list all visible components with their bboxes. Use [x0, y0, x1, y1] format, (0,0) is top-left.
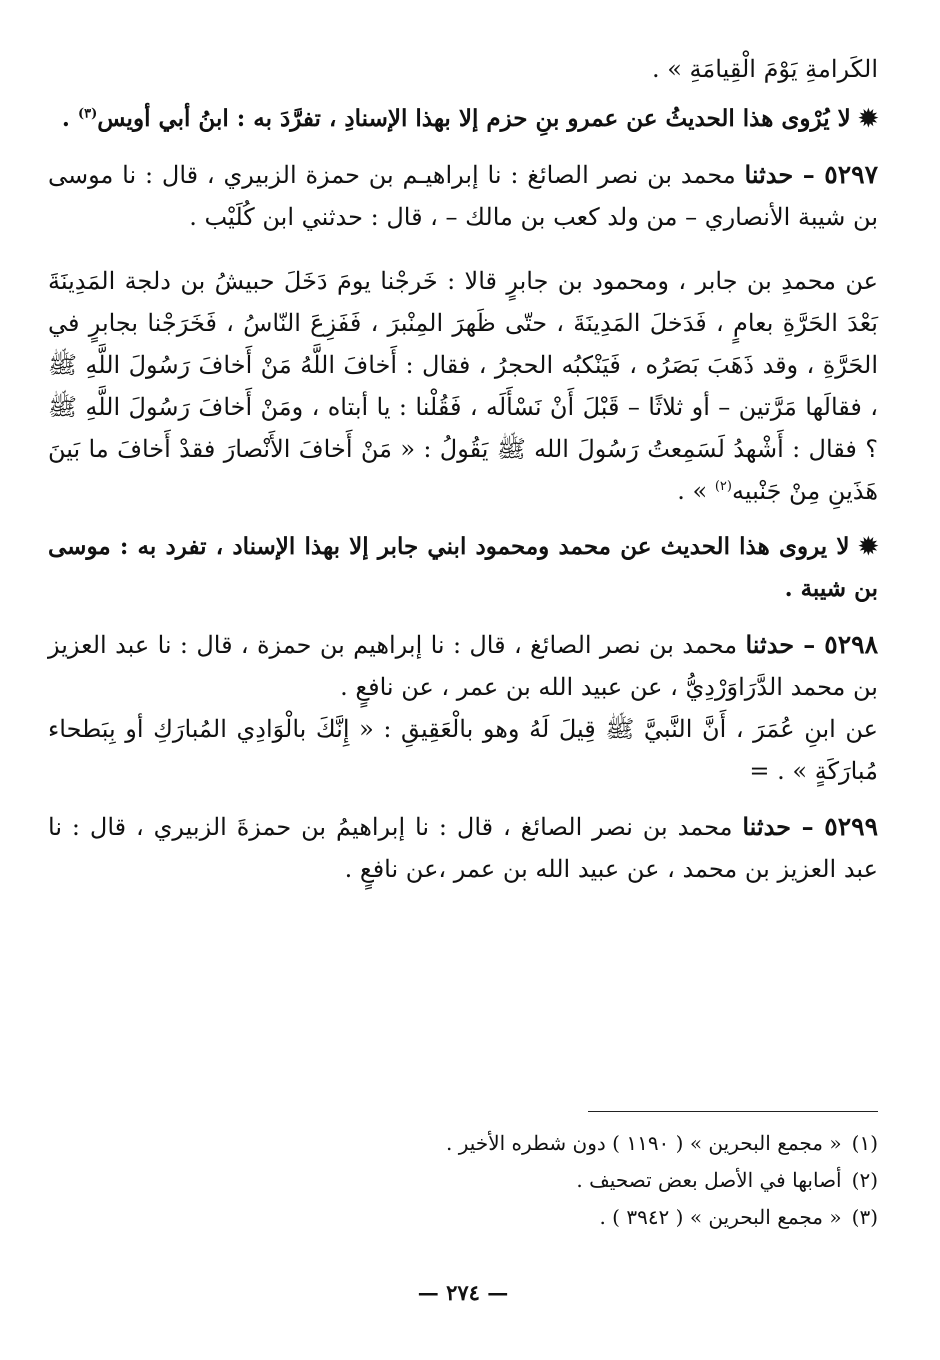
note1-text: ✹ لا يُرْوى هذا الحديثُ عن عمرو بنِ حزم إلا بهذا الإسنادِ ، تفرَّدَ به : ابنُ أبي أويس: [97, 105, 878, 132]
footnote-3-text: « مجمع البحرين » ( ٣٩٤٢ ) .: [599, 1205, 842, 1229]
hadith-5298-matn-text: عن ابنِ عُمَرَ ، أَنَّ النَّبيَّ ﷺ قِيلَ لَهُ وهو بالْعَقِيقِ : « إِنَّكَ بالْوَادِي المُبارَكِ أو بِبَطحاء مُبارَكَةٍ » . =: [48, 715, 878, 785]
page-body: [48, 48, 878, 1360]
continuation-line: [48, 48, 878, 90]
hadith-5297-matn-end: » .: [677, 477, 715, 505]
footnotes: [48, 1125, 878, 1236]
footnote-divider: [588, 1111, 878, 1112]
hadith-number-5298: ٥٢٩٨: [824, 630, 878, 659]
hadith-5298-matn: [48, 708, 878, 792]
hadith-5297-isnad: [48, 154, 878, 238]
footnote-2-text: أصابها في الأصل بعض تصحيف .: [576, 1168, 842, 1192]
hadith-5298-isnad: [48, 624, 878, 708]
note1-footnote-ref: (٣): [77, 106, 98, 122]
hadith-5297-isnad-text: محمد بن نصر الصائغ : نا إبراهيـم بن حمزة الزبيري ، قال : نا موسى بن شيبة الأنصاري – من ولد كعب بن مالك – ، قال : حدثني ابن كُلَيْب .: [48, 161, 878, 231]
footnote-3: [48, 1199, 878, 1236]
hadith-5297-matn-text: عن محمدِ بن جابر ، ومحمود بن جابرٍ قالا : خَرجْنا يومَ دَخَلَ حبيشُ بن دلجة المَدِينَةَ بَعْدَ الحَرَّةِ بعامٍ ، فَدَخلَ المَدِينَةَ ، حتّى ظَهرَ المِنْبرَ ، فَفَزِعَ النّاسُ ، فَخَرَجْنا بجابرٍ في الحَرَّةِ ، وقد ذَهَبَ بَصَرُه ، فَيَنْكبُه الحجرُ ، فقال : أَخافَ اللَّهُ مَنْ أَخافَ رَسُولَ اللَّهِ ﷺ ، فقالَها مَرَّتين – أو ثلاثًا – قَبْلَ أَنْ نَسْأَلَه ، فَقُلْنا : يا أبتاه ، ومَنْ أَخافَ رَسُولَ اللَّهِ ﷺ ؟ فقال : أَشْهدُ لَسَمِعتُ رَسُولَ الله ﷺ يَقُولُ : « مَنْ أَخافَ الأَنْصارَ فقدْ أَخافَ ما بَينَ هَذَينِ مِنْ جَنْبيه: [48, 267, 879, 505]
hadith-5297-matn: [48, 260, 878, 512]
hadith-5298-head: – حدثنا: [745, 630, 825, 659]
hadith-5299-head: – حدثنا: [742, 812, 825, 841]
footnote-2: [48, 1162, 878, 1199]
narration-note-1: [48, 98, 878, 140]
note2-text: ✹ لا يروى هذا الحديث عن محمد ومحمود ابني جابر إلا بهذا الإسناد ، تفرد به : موسى بن شيبة .: [48, 533, 878, 602]
hadith-5298-isnad-text: محمد بن نصر الصائغ ، قال : نا إبراهيم بن حمزة ، قال : نا عبد العزيز بن محمد الدَّرَاوَرْدِيُّ ، عن عبيد الله بن عمر ، عن نافعٍ .: [48, 631, 878, 701]
continuation-text: الكَرامةِ يَوْمَ الْقِيامَةِ » .: [651, 55, 878, 83]
footnote-3-number: (٣): [851, 1205, 878, 1229]
footnote-1-number: (١): [851, 1131, 878, 1155]
footnote-2-number: (٢): [851, 1168, 878, 1192]
hadith-number-5297: ٥٢٩٧: [824, 160, 878, 189]
hadith-5299-isnad: [48, 806, 878, 890]
page-number: — ٢٧٤ —: [417, 1280, 509, 1305]
hadith-5297-footnote-ref: (٢): [714, 479, 732, 494]
footnote-1-text: « مجمع البحرين » ( ١١٩٠ ) دون شطره الأخير .: [446, 1131, 842, 1155]
hadith-number-5299: ٥٢٩٩: [824, 812, 878, 841]
hadith-5297-head: – حدثنا: [744, 160, 825, 189]
narration-note-2: [48, 526, 878, 610]
footnote-1: [48, 1125, 878, 1162]
note1-end: .: [61, 105, 78, 132]
hadith-5299-isnad-text: محمد بن نصر الصائغ ، قال : نا إبراهيمُ بن حمزةَ الزبيري ، قال : نا عبد العزيز بن محمد ، عن عبيد الله بن عمر ،عن نافعٍ .: [48, 813, 878, 883]
